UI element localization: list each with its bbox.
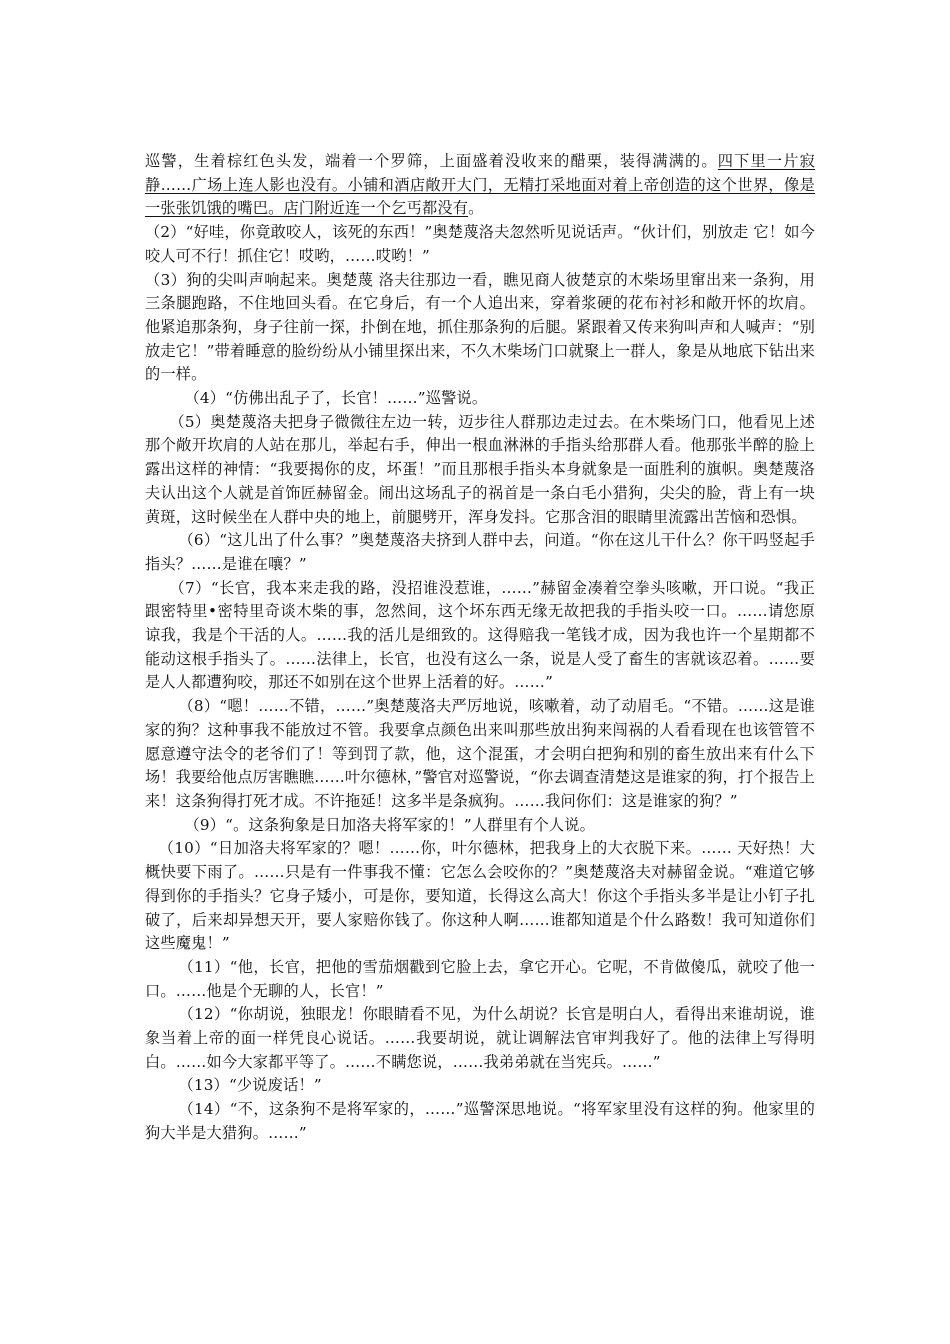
paragraph-2: （2）“好哇，你竟敢咬人，该死的东西！”奥楚蔑洛夫忽然听见说话声。“伙计们，别放走 它！如今咬人可不行！抓住它！哎哟，……哎哟！” [145,223,815,265]
paragraph-1-end: 。 [468,199,484,218]
paragraph-5: （5）奥楚蔑洛夫把身子微微往左边一转，迈步往人群那边走过去。在木柴场门口，他看见上述那个敞开坎肩的人站在那儿，举起右手，伸出一根血淋淋的手指头给那群人看。他那张半醉的脸上露出这样的神情：“我要揭你的皮，坏蛋！”而且那根手指头本身就象是一面胜利的旗帜。奥楚蔑洛夫认出这个人就是首饰匠赫留金。闹出这场乱子的祸首是一条白毛小猎狗，尖尖的脸，背上有一块黄斑，这时候坐在人群中央的地上，前腿劈开，浑身发抖。它那含泪的眼睛里流露出苦恼和恐惧。 [145,412,815,526]
paragraph-13: （13）“少说废话！” [178,1076,322,1095]
paragraph-12: （12）“你胡说，独眼龙！你眼睛看不见，为什么胡说？长官是明白人，看得出来谁胡说，谁象当着上帝的面一样凭良心说话。……我要胡说，就让调解法官审判我好了。他的法律上写得明白。……如今大家都平等了。……不瞒您说，……我弟弟就在当宪兵。……” [145,1005,815,1071]
paragraph-11: （11）“他，长官，把他的雪茄烟戳到它脸上去，拿它开心。它呢，不肯做傻瓜，就咬了他一口。……他是个无聊的人，长官！” [145,957,815,1000]
paragraph-14: （14）“不，这条狗不是将军家的，……”巡警深思地说。“将军家里没有这样的狗。他家里的狗大半是大猎狗。……” [145,1100,815,1142]
paragraph-3: （3）狗的尖叫声响起来。奥楚蔑 洛夫往那边一看，瞧见商人彼楚京的木柴场里窜出来一条狗，用三条腿跑路，不住地回头看。在它身后，有一个人追出来，穿着浆硬的花布衬衫和敞开怀的坎肩。他紧追那条狗，身子往前一探，扑倒在地，抓住那条狗的后腿。紧跟着又传来狗叫声和人喊声：“别放走它！”带着睡意的脸纷纷从小铺里探出来，不久木柴场门口就聚上一群人，象是从地底下钻出来的一样。 [145,270,815,384]
paragraph-6: （6）“这儿出了什么事？”奥楚蔑洛夫挤到人群中去，问道。“你在这儿干什么？你干吗竖起手指头？……是谁在嚷？” [145,531,815,573]
paragraph-7: （7）“长官，我本来走我的路，没招谁没惹谁，……”赫留金凑着空拳头咳嗽，开口说。“我正跟密特里•密特里奇谈木柴的事，忽然间，这个坏东西无缘无故把我的手指头咬一口。……请您原谅我，我是个干活的人。……我的活儿是细致的。这得赔我一笔钱才成，因为我也许一个星期都不能动这根手指头了。……法律上，长官，也没有这么一条，说是人受了畜生的害就该忍着。……要是人人都遭狗咬，那还不如别在这个世界上活着的好。……” [145,578,815,692]
paragraph-1 [145,150,815,221]
paragraph-8: （8）“嗯！……不错，……”奥楚蔑洛夫严厉地说，咳嗽着，动了动眉毛。“不错。……这是谁家的狗？这种事我不能放过不管。我要拿点颜色出来叫那些放出狗来闯祸的人看看现在也该管管不愿意遵守法令的老爷们了！等到罚了款，他，这个混蛋，才会明白把狗和别的畜生放出来有什么下场！我要给他点厉害瞧瞧……叶尔德林，”警官对巡警说，“你去调查清楚这是谁家的狗，打个报告上来！这条狗得打死才成。不许拖延！这多半是条疯狗。……我问你们：这是谁家的狗？” [145,697,815,810]
document-page [145,150,815,1146]
paragraph-4: （4）“仿佛出乱子了，长官！……”巡警说。 [184,389,488,408]
underlined-passage: 四下里一片寂静……广场上连人影也没有。小铺和酒店敞开大门，无精打采地面对着上帝创造的这个世界，像是一张张饥饿的嘴巴。店门附近连一个乞丐都没有 [145,152,816,218]
paragraph-10: （10）“日加洛夫将军家的？嗯！……你，叶尔德林，把我身上的大衣脱下来。…… 天好热！大概快要下雨了。……只是有一件事我不懂：它怎么会咬你的？”奥楚蔑洛夫对赫留金说。“难道它够得到你的手指头？它身子矮小，可是你，要知道，长得这么高大！你这个手指头多半是让小钉子扎破了，后来却异想天开，要人家赔你钱了。你这种人啊……谁都知道是个什么路数！我可知道你们这些魔鬼！” [145,839,815,953]
paragraph-9: （9）“。这条狗象是日加洛夫将军家的！”人群里有个人说。 [184,815,595,834]
paragraph-1-text: 巡警，生着棕红色头发，端着一个罗筛，上面盛着没收来的醋栗，装得满满的。 [145,152,718,170]
